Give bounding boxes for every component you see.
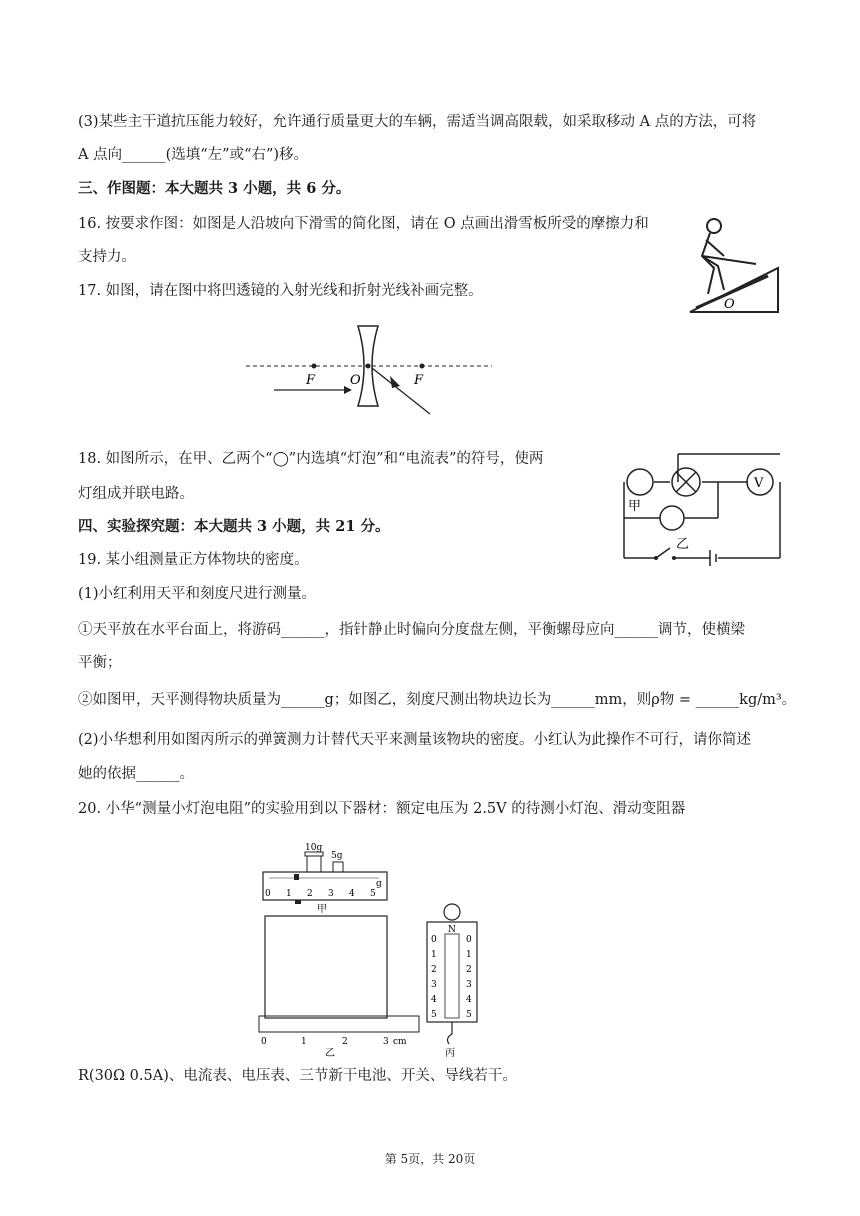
svg-text:2: 2 bbox=[431, 965, 437, 975]
q16-line1: 16. 按要求作图：如图是人沿坡向下滑雪的简化图，请在 O 点画出滑雪板所受的摩擦力和 bbox=[78, 216, 649, 232]
balance-label: 甲 bbox=[317, 904, 327, 915]
measurement-figure bbox=[255, 838, 495, 1060]
page-footer: 第 5页，共 20页 bbox=[384, 1152, 476, 1166]
focus-left-label: F bbox=[306, 373, 316, 388]
weight-10g-label: 10g bbox=[305, 843, 323, 853]
q19-part2-line2: 她的依据______。 bbox=[78, 766, 194, 782]
q20-line1: 20. 小华“测量小灯泡电阻”的实验用到以下器材：额定电压为 2.5V 的待测小灯泡、滑动变阻器 bbox=[78, 801, 686, 817]
focus-left bbox=[312, 364, 317, 369]
spring-label: 丙 bbox=[445, 1048, 455, 1059]
q19-step1-line1: ①天平放在水平台面上，将游码______，指针静止时偏向分度盘左侧，平衡螺母应向______调节，使横梁 bbox=[78, 622, 745, 638]
cube-block bbox=[265, 916, 387, 1018]
voltmeter-label: V bbox=[754, 476, 764, 491]
svg-text:1: 1 bbox=[286, 889, 292, 899]
svg-text:4: 4 bbox=[349, 889, 355, 899]
svg-text:5: 5 bbox=[431, 1010, 437, 1020]
spring-ticks-left bbox=[431, 935, 437, 1020]
skier-arms bbox=[706, 240, 724, 256]
svg-text:5: 5 bbox=[466, 1010, 472, 1020]
svg-text:3: 3 bbox=[431, 980, 437, 990]
svg-text:3: 3 bbox=[383, 1037, 389, 1047]
section-4-heading: 四、实验探究题：本大题共 3 小题，共 21 分。 bbox=[78, 518, 390, 535]
focus-right bbox=[420, 364, 425, 369]
q20-line2: R(30Ω 0.5A)、电流表、电压表、三节新干电池、开关、导线若干。 bbox=[78, 1068, 517, 1084]
optical-center bbox=[366, 364, 371, 369]
svg-text:0: 0 bbox=[261, 1037, 267, 1047]
svg-text:3: 3 bbox=[328, 889, 334, 899]
svg-text:0: 0 bbox=[466, 935, 472, 945]
q19-step2-line: ②如图甲，天平测得物块质量为______g；如图乙，刻度尺测出物块边长为______mm，则ρ物 = ______kg/m³。 bbox=[78, 692, 797, 708]
rider bbox=[294, 874, 299, 880]
svg-text:2: 2 bbox=[466, 965, 472, 975]
q17-line: 17. 如图，请在图中将凹透镜的入射光线和折射光线补画完整。 bbox=[78, 283, 483, 299]
ski-point-label: O bbox=[724, 297, 735, 312]
weight-5g bbox=[333, 862, 343, 872]
spring-hook bbox=[448, 1022, 452, 1044]
refracted-arrow bbox=[390, 376, 400, 388]
q19-part1-line: (1)小红利用天平和刻度尺进行测量。 bbox=[78, 586, 317, 602]
svg-text:0: 0 bbox=[431, 935, 437, 945]
spring-ring bbox=[444, 904, 460, 920]
q15-part3-line1: (3)某些主干道抗压能力较好，允许通行质量更大的车辆，需适当调高限载，如采取移动 A 点的方法，可将 bbox=[78, 114, 757, 130]
circle-jia-label: 甲 bbox=[628, 499, 642, 514]
lens-figure bbox=[240, 318, 500, 418]
svg-text:3: 3 bbox=[466, 980, 472, 990]
svg-text:1: 1 bbox=[431, 950, 437, 960]
focus-right-label: F bbox=[414, 373, 424, 388]
q15-part3-line2: A 点向______(选填“左”或“右”)移。 bbox=[78, 147, 309, 163]
spring-unit: N bbox=[448, 925, 456, 935]
q16-line2: 支持力。 bbox=[78, 249, 136, 265]
svg-text:4: 4 bbox=[466, 995, 472, 1005]
q18-line2: 灯组成并联电路。 bbox=[78, 486, 194, 502]
ruler-ticks bbox=[261, 1037, 389, 1047]
ruler-unit: cm bbox=[393, 1037, 407, 1047]
optical-center-label: O bbox=[350, 373, 361, 388]
balance-unit: g bbox=[376, 879, 382, 889]
balance-ticks bbox=[265, 889, 376, 899]
circle-yi-label: 乙 bbox=[676, 537, 690, 552]
svg-text:5: 5 bbox=[370, 889, 376, 899]
svg-text:1: 1 bbox=[466, 950, 472, 960]
svg-text:0: 0 bbox=[265, 889, 271, 899]
q19-line: 19. 某小组测量正方体物块的密度。 bbox=[78, 552, 309, 568]
q19-part2-line1: (2)小华想利用如图丙所示的弹簧测力计替代天平来测量该物块的密度。小红认为此操作不可行，请你简述 bbox=[78, 732, 752, 748]
svg-text:2: 2 bbox=[307, 889, 313, 899]
spring-ticks-right bbox=[466, 935, 472, 1020]
section-3-heading: 三、作图题：本大题共 3 小题，共 6 分。 bbox=[78, 180, 351, 197]
svg-text:1: 1 bbox=[301, 1037, 307, 1047]
ruler-label: 乙 bbox=[325, 1048, 335, 1059]
skier-body bbox=[702, 233, 724, 294]
svg-text:4: 4 bbox=[431, 995, 437, 1005]
balance-scale bbox=[263, 872, 387, 900]
q18-line1: 18. 如图所示，在甲、乙两个“◯”内选填“灯泡”和“电流表”的符号，使两 bbox=[78, 451, 544, 467]
q19-step1-line2: 平衡； bbox=[78, 655, 122, 671]
ski-figure bbox=[684, 210, 784, 316]
weight-10g bbox=[307, 856, 321, 872]
circuit-figure bbox=[618, 448, 784, 566]
svg-text:2: 2 bbox=[342, 1037, 348, 1047]
weight-5g-label: 5g bbox=[331, 851, 343, 861]
skier-head bbox=[707, 219, 721, 233]
